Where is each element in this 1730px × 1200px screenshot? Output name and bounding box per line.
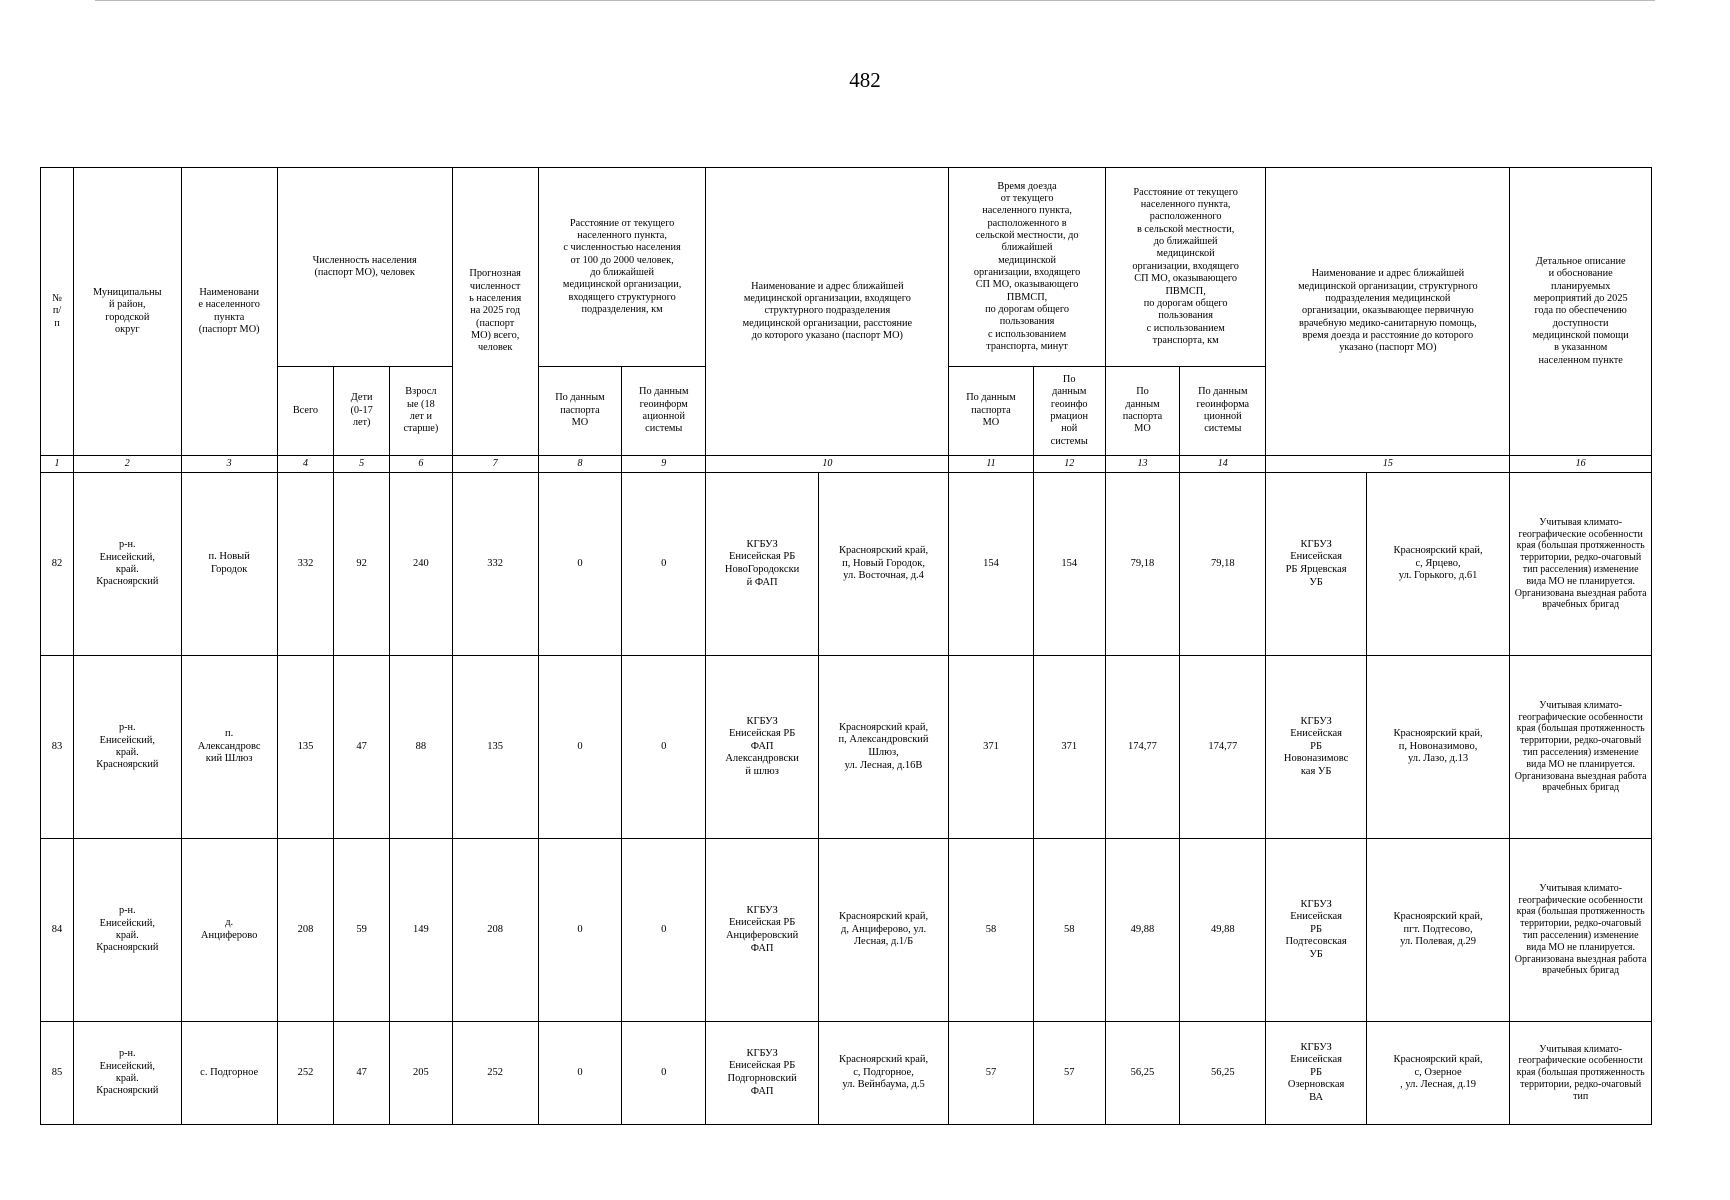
population-total: 208 [277, 839, 333, 1022]
km-passport: 56,25 [1105, 1022, 1179, 1125]
header-nearest-org: Наименование и адрес ближайшей медицинской организации, входящего структурного подразделения медицинской организации, расстояние до которого указано (паспорт МО) [706, 168, 949, 456]
district-cell: р-н. Енисейский, край. Красноярский [74, 1022, 181, 1125]
primary-care-org-address: Красноярский край, п, Новоназимово, ул. Лазо, д.13 [1366, 656, 1510, 839]
settlement-cell: с. Подгорное [181, 1022, 277, 1125]
population-forecast: 208 [452, 839, 538, 1022]
row-number: 83 [41, 656, 74, 839]
primary-care-org-address: Красноярский край, пгт. Подтесово, ул. Полевая, д.29 [1366, 839, 1510, 1022]
time-gis: 57 [1033, 1022, 1105, 1125]
column-number: 7 [452, 456, 538, 473]
header-adults: Взросл ые (18 лет и старше) [390, 367, 452, 456]
row-number: 82 [41, 473, 74, 656]
description-cell: Учитывая климато-географические особенности края (большая протяженность территории, редко-очаговый тип расселения) изменение вида МО не планируется. Организована выездная работа врачебных бригад [1510, 839, 1652, 1022]
description-cell: Учитывая климато-географические особенности края (большая протяженность территории, редко-очаговый тип расселения) изменение вида МО не планируется. Организована выездная работа врачебных бригад [1510, 473, 1652, 656]
time-gis: 154 [1033, 473, 1105, 656]
header-dist-gis: По данным геоинформ ационной системы [622, 367, 706, 456]
km-gis: 49,88 [1180, 839, 1266, 1022]
time-gis: 371 [1033, 656, 1105, 839]
column-number: 1 [41, 456, 74, 473]
time-passport: 57 [949, 1022, 1033, 1125]
column-number: 10 [706, 456, 949, 473]
column-number: 8 [538, 456, 621, 473]
header-distance: Расстояние от текущего населенного пункта, с численностью населения от 100 до 2000 человек, до ближайшей медицинской организации, входящего структурного подразделения, км [538, 168, 706, 367]
distance-gis: 0 [622, 656, 706, 839]
header-row [41, 168, 1652, 367]
header-primary-care-org: Наименование и адрес ближайшей медицинской организации, структурного подразделения медицинской организации, оказывающее первичную врачебную медико-санитарную помощь, время доезда и расстояние до которого указано (паспорт МО) [1266, 168, 1510, 456]
primary-care-org-name: КГБУЗ Енисейская РБ Новоназимовс кая УБ [1266, 656, 1366, 839]
header-description: Детальное описание и обоснование планируемых мероприятий до 2025 года по обеспечению доступности медицинской помощи в указанном населенном пункте [1510, 168, 1652, 456]
header-travel-time: Время доезда от текущего населенного пункта, расположенного в сельской местности, до ближайшей медицинской организации, входящего СП МО, оказывающего ПВМСП, по дорогам общего пользования с использованием транспорта, минут [949, 168, 1106, 367]
km-gis: 174,77 [1180, 656, 1266, 839]
population-children: 47 [334, 656, 390, 839]
header-children: Дети (0-17 лет) [334, 367, 390, 456]
population-children: 47 [334, 1022, 390, 1125]
distance-passport: 0 [538, 839, 621, 1022]
settlement-cell: п. Александровс кий Шлюз [181, 656, 277, 839]
nearest-org-address: Красноярский край, с, Подгорное, ул. Вейнбаума, д.5 [818, 1022, 948, 1125]
population-adults: 149 [390, 839, 452, 1022]
distance-gis: 0 [622, 473, 706, 656]
column-number: 6 [390, 456, 452, 473]
row-number: 85 [41, 1022, 74, 1125]
distance-passport: 0 [538, 656, 621, 839]
population-total: 252 [277, 1022, 333, 1125]
facilities-table [40, 167, 1652, 1125]
population-forecast: 332 [452, 473, 538, 656]
population-forecast: 252 [452, 1022, 538, 1125]
column-number: 13 [1105, 456, 1179, 473]
km-gis: 56,25 [1180, 1022, 1266, 1125]
column-number: 15 [1266, 456, 1510, 473]
primary-care-org-name: КГБУЗ Енисейская РБ Ярцевская УБ [1266, 473, 1366, 656]
header-dist-passport: По данным паспорта МО [538, 367, 621, 456]
time-gis: 58 [1033, 839, 1105, 1022]
header-num: № п/ п [41, 168, 74, 456]
header-settlement: Наименовани е населенного пункта (паспорт МО) [181, 168, 277, 456]
header-forecast: Прогнозная численност ь населения на 2025 год (паспорт МО) всего, человек [452, 168, 538, 456]
column-number: 14 [1180, 456, 1266, 473]
top-rule [95, 0, 1655, 1]
population-adults: 205 [390, 1022, 452, 1125]
column-number: 5 [334, 456, 390, 473]
nearest-org-name: КГБУЗ Енисейская РБ Анциферовский ФАП [706, 839, 818, 1022]
page-number: 482 [849, 68, 881, 92]
description-cell: Учитывая климато-географические особенности края (большая протяженность территории, редко-очаговый тип расселения) изменение вида МО не планируется. Организована выездная работа врачебных бригад [1510, 656, 1652, 839]
column-number: 12 [1033, 456, 1105, 473]
km-passport: 174,77 [1105, 656, 1179, 839]
population-forecast: 135 [452, 656, 538, 839]
nearest-org-name: КГБУЗ Енисейская РБ Подгорновский ФАП [706, 1022, 818, 1125]
table-row [41, 1022, 1652, 1125]
primary-care-org-name: КГБУЗ Енисейская РБ Подтесовская УБ [1266, 839, 1366, 1022]
population-total: 332 [277, 473, 333, 656]
primary-care-org-address: Красноярский край, с, Ярцево, ул. Горького, д.61 [1366, 473, 1510, 656]
row-number: 84 [41, 839, 74, 1022]
column-number: 2 [74, 456, 181, 473]
distance-gis: 0 [622, 1022, 706, 1125]
distance-passport: 0 [538, 1022, 621, 1125]
district-cell: р-н. Енисейский, край. Красноярский [74, 839, 181, 1022]
time-passport: 154 [949, 473, 1033, 656]
column-number: 3 [181, 456, 277, 473]
km-passport: 49,88 [1105, 839, 1179, 1022]
primary-care-org-address: Красноярский край, с, Озерное , ул. Лесная, д.19 [1366, 1022, 1510, 1125]
column-number: 16 [1510, 456, 1652, 473]
column-number: 9 [622, 456, 706, 473]
nearest-org-name: КГБУЗ Енисейская РБ ФАП Александровски й шлюз [706, 656, 818, 839]
nearest-org-address: Красноярский край, п, Новый Городок, ул. Восточная, д.4 [818, 473, 948, 656]
table-row [41, 656, 1652, 839]
header-population: Численность населения (паспорт МО), человек [277, 168, 452, 367]
column-number: 11 [949, 456, 1033, 473]
description-cell: Учитывая климато-географические особенности края (большая протяженность территории, редко-очаговый тип [1510, 1022, 1652, 1125]
table-row [41, 839, 1652, 1022]
km-gis: 79,18 [1180, 473, 1266, 656]
settlement-cell: д. Анциферово [181, 839, 277, 1022]
header-district: Муниципальны й район, городской округ [74, 168, 181, 456]
population-total: 135 [277, 656, 333, 839]
header-total: Всего [277, 367, 333, 456]
header-km-passport: По данным паспорта МО [1105, 367, 1179, 456]
settlement-cell: п. Новый Городок [181, 473, 277, 656]
header-time-gis: По данным геоинфо рмацион ной системы [1033, 367, 1105, 456]
population-children: 59 [334, 839, 390, 1022]
km-passport: 79,18 [1105, 473, 1179, 656]
header-travel-distance: Расстояние от текущего населенного пункта, расположенного в сельской местности, до ближайшей медицинской организации, входящего СП МО, оказывающего ПВМСП, по дорогам общего пользования с использованием транспорта, км [1105, 168, 1266, 367]
time-passport: 58 [949, 839, 1033, 1022]
distance-passport: 0 [538, 473, 621, 656]
column-number-row [41, 456, 1652, 473]
distance-gis: 0 [622, 839, 706, 1022]
header-km-gis: По данным геоинформа ционной системы [1180, 367, 1266, 456]
district-cell: р-н. Енисейский, край. Красноярский [74, 656, 181, 839]
primary-care-org-name: КГБУЗ Енисейская РБ Озерновская ВА [1266, 1022, 1366, 1125]
table-row [41, 473, 1652, 656]
nearest-org-address: Красноярский край, д, Анциферово, ул. Лесная, д.1/Б [818, 839, 948, 1022]
time-passport: 371 [949, 656, 1033, 839]
district-cell: р-н. Енисейский, край. Красноярский [74, 473, 181, 656]
population-adults: 88 [390, 656, 452, 839]
nearest-org-name: КГБУЗ Енисейская РБ НовоГородокски й ФАП [706, 473, 818, 656]
header-time-passport: По данным паспорта МО [949, 367, 1033, 456]
column-number: 4 [277, 456, 333, 473]
population-adults: 240 [390, 473, 452, 656]
population-children: 92 [334, 473, 390, 656]
nearest-org-address: Красноярский край, п, Александровский Шлюз, ул. Лесная, д.16В [818, 656, 948, 839]
